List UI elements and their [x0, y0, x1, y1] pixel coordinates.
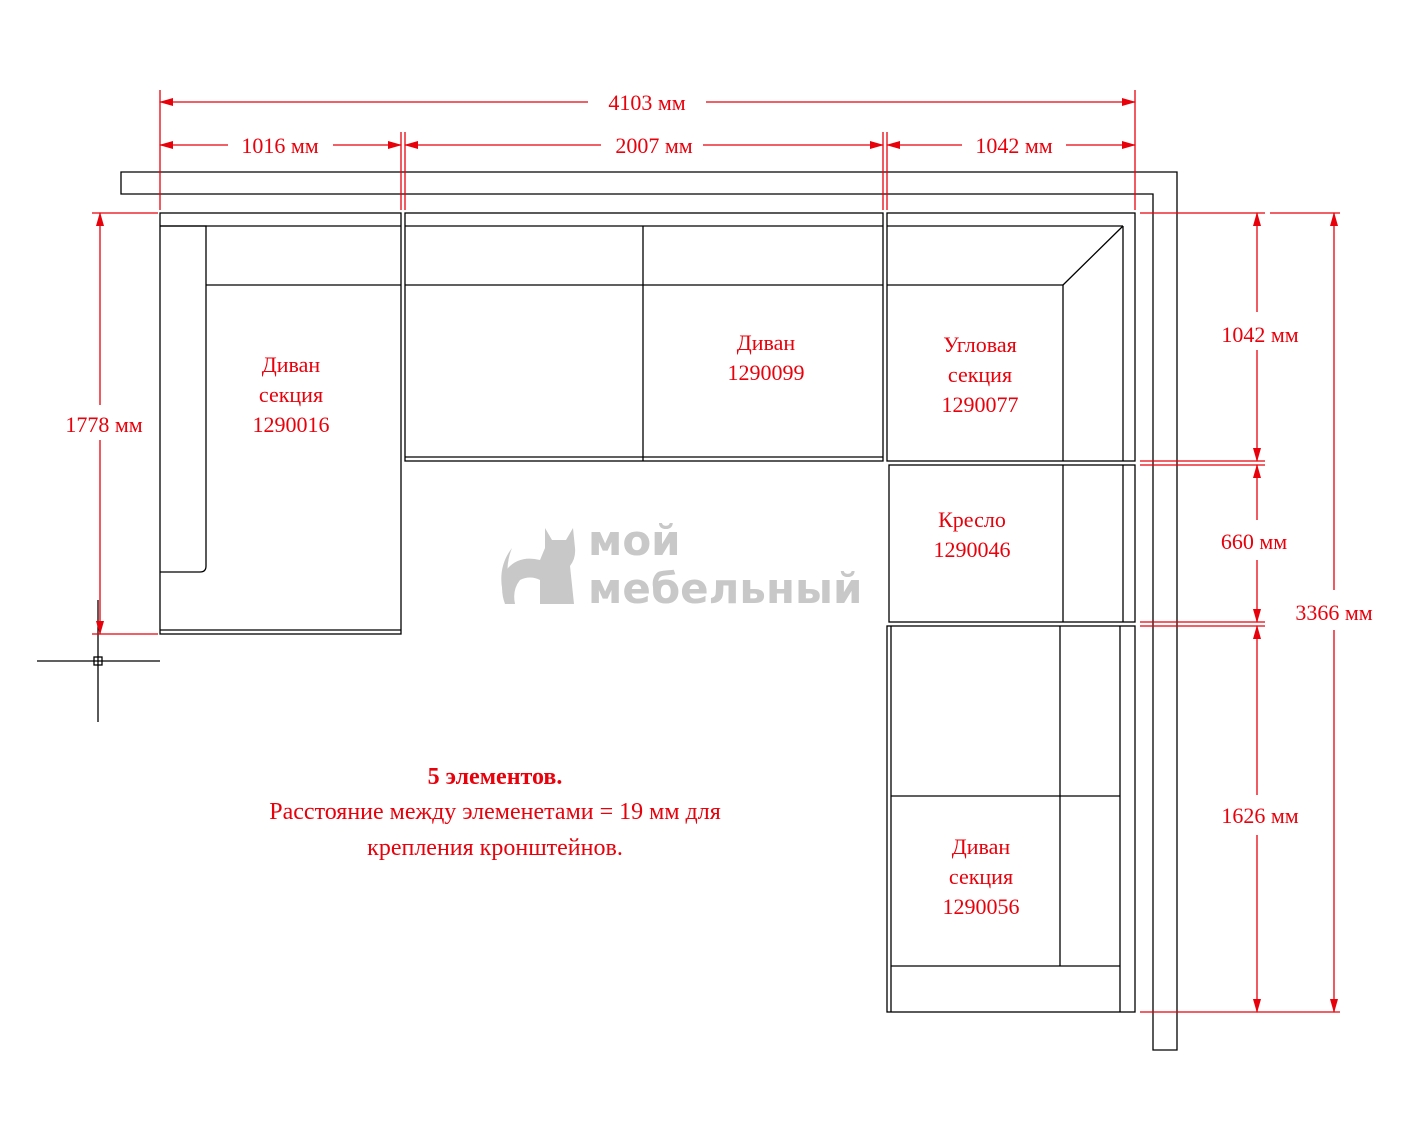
dim-left-width-label: 1016 мм	[241, 133, 319, 158]
left-section-label-line1: Диван	[261, 352, 321, 377]
left-section-label-line2: секция	[258, 382, 324, 407]
dim-right-width-label: 1042 мм	[975, 133, 1053, 158]
dim-total-width-label: 4103 мм	[608, 90, 686, 115]
dim-corner-depth	[1140, 213, 1299, 461]
left-section-label-line3: 1290016	[252, 412, 330, 437]
dim-left-depth-label: 1778 мм	[65, 412, 143, 437]
dim-middle-width-label: 2007 мм	[615, 133, 693, 158]
dim-armchair-depth	[1140, 465, 1287, 622]
note-title: 5 элементов.	[427, 764, 563, 790]
bottom-section-label-line2: секция	[948, 864, 1014, 889]
corner-section-label-line1: Угловая	[943, 332, 1017, 357]
note-line1: Расстояние между элеменетами = 19 мм для	[269, 799, 721, 825]
armchair-shape	[889, 465, 1135, 622]
armchair-label	[934, 507, 1011, 562]
dim-right-width	[887, 132, 1135, 210]
crosshair-cursor-icon	[37, 600, 160, 722]
watermark-line2: мебельный	[588, 564, 863, 613]
corner-section-label-line3: 1290077	[941, 392, 1019, 417]
cat-logo-icon	[501, 528, 575, 604]
note-block	[269, 764, 720, 861]
dim-bottom-depth-label: 1626 мм	[1221, 803, 1299, 828]
dim-total-depth-label: 3366 мм	[1295, 600, 1373, 625]
bottom-section-label-line3: 1290056	[942, 894, 1020, 919]
dim-left-depth	[65, 213, 158, 634]
dim-middle-width	[405, 132, 883, 210]
note-line2: крепления кронштейнов.	[367, 835, 623, 861]
corner-section-label	[942, 332, 1019, 417]
middle-section-label	[728, 330, 805, 385]
dim-bottom-depth	[1140, 626, 1340, 1012]
middle-section-label-line1: Диван	[736, 330, 796, 355]
watermark	[501, 516, 862, 613]
middle-section-shape	[405, 213, 883, 461]
dim-left-width	[160, 132, 401, 210]
dim-corner-depth-label: 1042 мм	[1221, 322, 1299, 347]
bottom-section-shape	[887, 626, 1135, 1012]
middle-section-label-line2: 1290099	[727, 360, 805, 385]
watermark-line1: мой	[588, 516, 681, 565]
corner-section-label-line2: секция	[947, 362, 1013, 387]
bottom-section-label	[943, 834, 1020, 919]
bottom-section-label-line1: Диван	[951, 834, 1011, 859]
left-section-label	[253, 352, 330, 437]
dim-armchair-depth-label: 660 мм	[1220, 529, 1288, 554]
armchair-label-line1: Кресло	[938, 507, 1006, 532]
armchair-label-line2: 1290046	[933, 537, 1011, 562]
